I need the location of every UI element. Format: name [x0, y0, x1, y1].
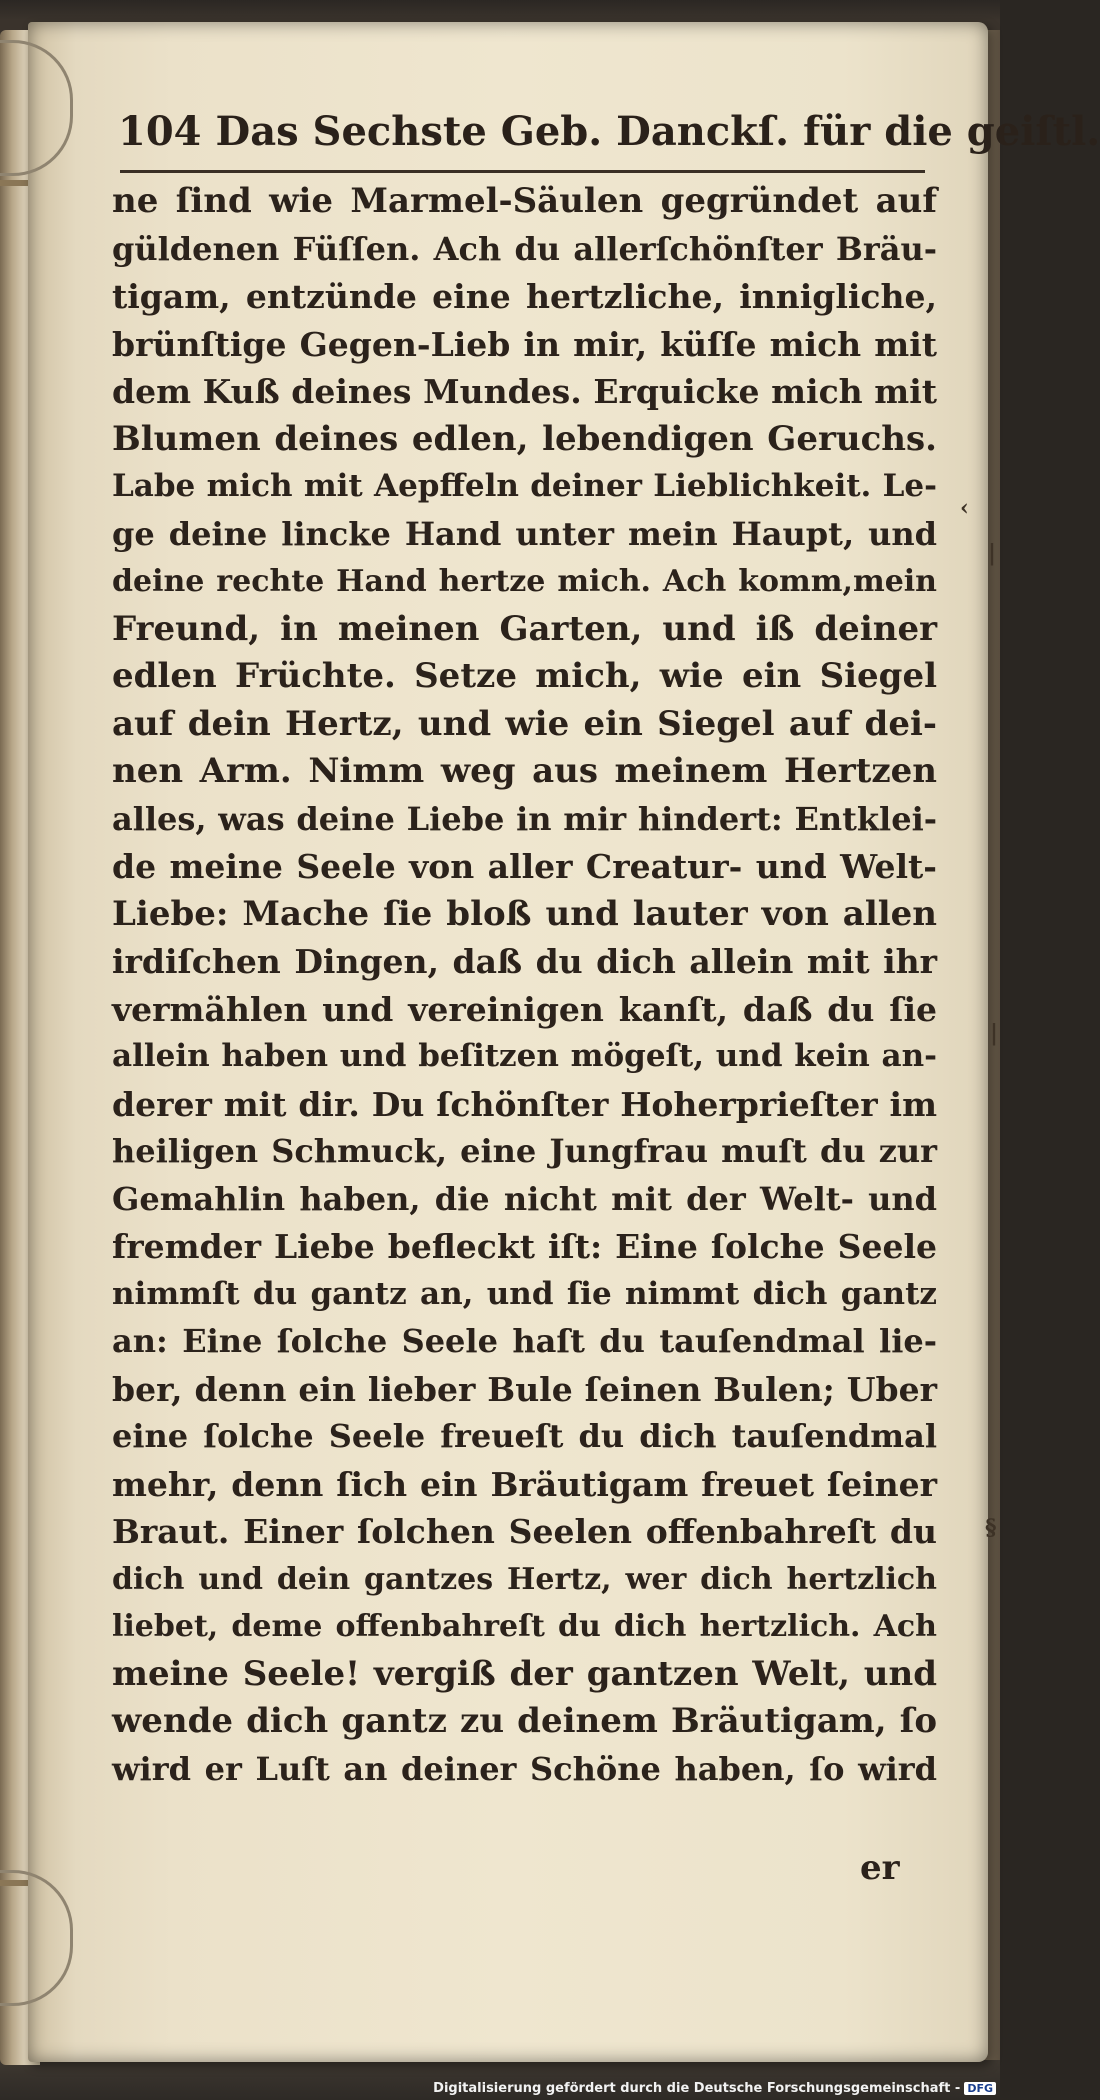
- dfg-logo: DFG: [964, 2082, 996, 2095]
- body-text: [112, 178, 937, 1793]
- running-title: Das Sechste Geb. Danckſ. für die geiſtl.: [215, 108, 1100, 155]
- text-line: Freund, in meinen Garten, und iß deiner: [112, 608, 937, 649]
- text-line: nen Arm. Nimm weg aus meinem Hertzen: [112, 751, 937, 791]
- digitization-credit: [433, 2078, 996, 2098]
- text-line: Braut. Einer ſolchen Seelen offenbahreſt du: [112, 1512, 937, 1551]
- text-line: Labe mich mit Aepffeln deiner Lieblichkeit. Le‑: [112, 468, 937, 504]
- text-line: irdiſchen Dingen, daß du dich allein mit ihr: [112, 942, 937, 981]
- text-line: dem Kuß deines Mundes. Erquicke mich mit: [112, 372, 937, 411]
- margin-mark: |: [990, 1020, 999, 1046]
- text-line: tigam, entzünde eine hertzliche, innigliche,: [112, 277, 937, 316]
- text-line: nimmſt du gantz an, und ſie nimmt dich gantz: [112, 1275, 937, 1312]
- text-line: eine ſolche Seele freueſt du dich tauſendmal: [112, 1417, 937, 1455]
- text-line: alles, was deine Liebe in mir hindert: Entklei‑: [112, 799, 937, 838]
- text-line: liebet, deme offenbahreſt du dich hertzlich. Ach: [112, 1609, 937, 1644]
- running-header: [118, 108, 1100, 168]
- text-line: auf dein Hertz, und wie ein Siegel auf dei‑: [112, 703, 937, 744]
- text-line: vermählen und vereinigen kanſt, daß du ſie: [112, 989, 937, 1029]
- margin-mark: |: [988, 540, 997, 566]
- credit-text: Digitalisierung gefördert durch die Deutsche Forschungsgemeinschaft -: [433, 2080, 961, 2096]
- text-line: an: Eine ſolche Seele haſt du tauſendmal lie‑: [112, 1322, 937, 1360]
- margin-mark: ‹: [960, 495, 969, 521]
- text-line: Blumen deines edlen, lebendigen Geruchs.: [112, 418, 937, 459]
- text-line: Gemahlin haben, die nicht mit der Welt‑ und: [112, 1179, 937, 1218]
- catchword: er: [860, 1848, 900, 1888]
- text-line: derer mit dir. Du ſchönſter Hoherprieſter im: [112, 1084, 937, 1124]
- text-line: wird er Luſt an deiner Schöne haben, ſo wird: [112, 1749, 937, 1788]
- text-line: wende dich gantz zu deinem Bräutigam, ſo: [112, 1701, 937, 1741]
- text-line: dich und dein gantzes Hertz, wer dich hertzlich: [112, 1561, 937, 1597]
- header-rule: [120, 170, 925, 173]
- text-line: ber, denn ein lieber Bule ſeinen Bulen; Uber: [112, 1369, 937, 1409]
- text-line: Liebe: Mache ſie bloß und lauter von allen: [112, 893, 937, 934]
- text-line: meine Seele! vergiß der gantzen Welt, und: [112, 1653, 937, 1694]
- text-line: ge deine lincke Hand unter mein Haupt, und: [112, 514, 937, 553]
- text-line: mehr, denn ſich ein Bräutigam freuet ſeiner: [112, 1464, 937, 1504]
- text-line: allein haben und beſitzen mögeſt, und kein an‑: [112, 1038, 937, 1074]
- page-number: 104: [118, 108, 202, 155]
- margin-mark: §: [985, 1515, 997, 1541]
- text-line: heiligen Schmuck, eine Jungfrau muſt du zur: [112, 1132, 937, 1170]
- text-line: deine rechte Hand hertze mich. Ach komm,mein: [112, 564, 937, 599]
- text-line: güldenen Füſſen. Ach du allerſchönſter Bräu‑: [112, 229, 937, 268]
- text-line: fremder Liebe befleckt iſt: Eine ſolche Seele: [112, 1227, 937, 1266]
- text-line: brünſtige Gegen‑Lieb in mir, küſſe mich mit: [112, 324, 937, 364]
- text-line: ne ſind wie Marmel‑Säulen gegründet auf: [112, 181, 937, 221]
- text-line: de meine Seele von aller Creatur‑ und Welt‑: [112, 847, 937, 886]
- text-line: edlen Früchte. Setze mich, wie ein Siegel: [112, 656, 937, 696]
